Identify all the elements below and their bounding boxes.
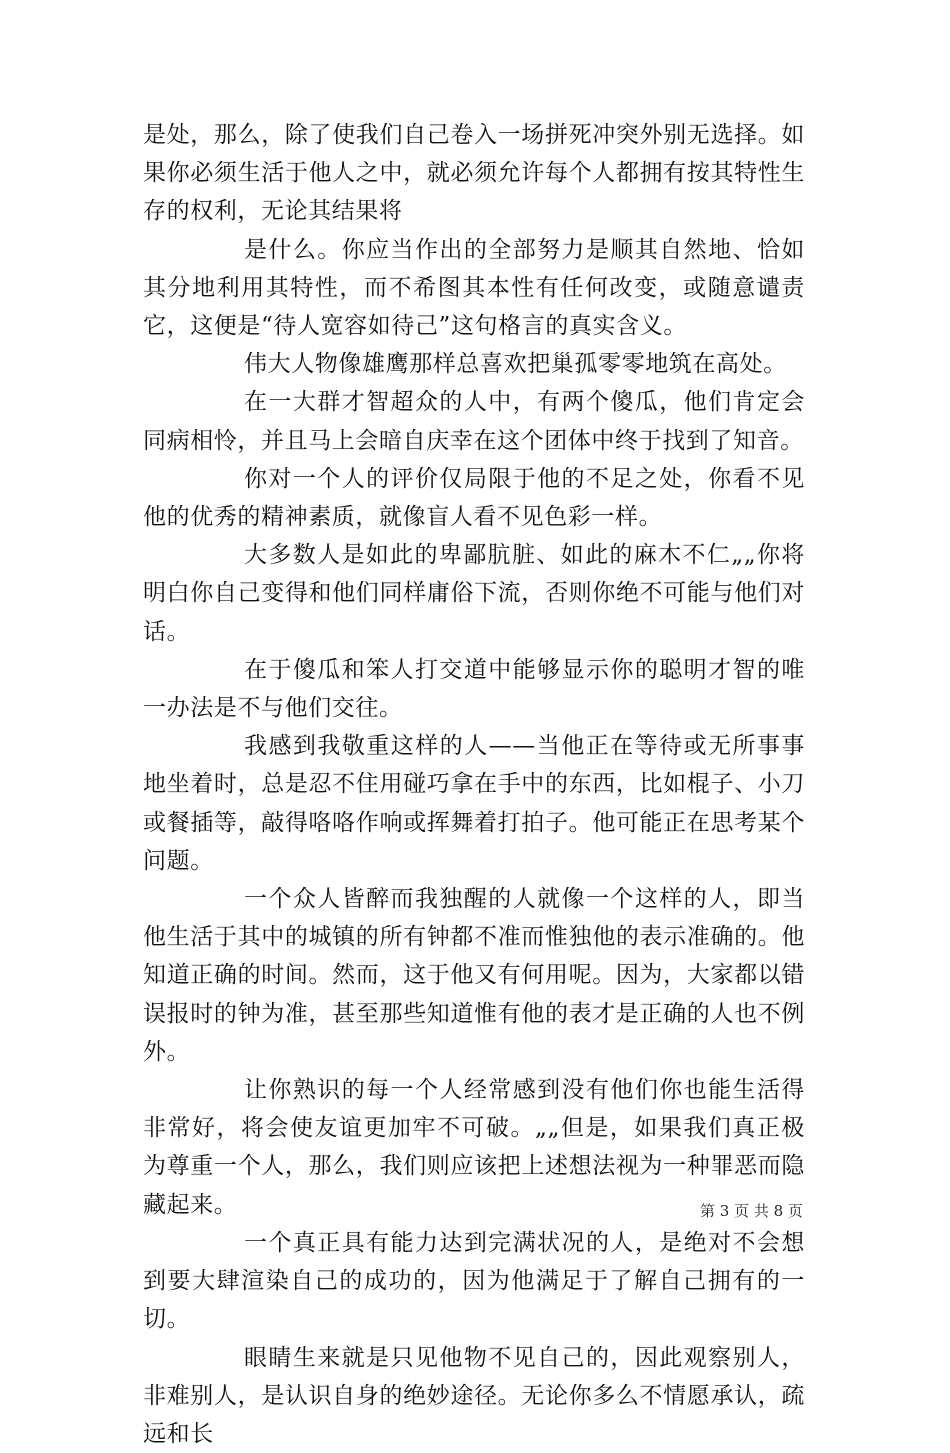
paragraph: 你对一个人的评价仅局限于他的不足之处，你看不见他的优秀的精神素质，就像盲人看不见色彩一样。 — [143, 460, 805, 536]
paragraph: 我感到我敬重这样的人——当他正在等待或无所事事地坐着时，总是忍不住用碰巧拿在手中的东西，比如棍子、小刀或餐插等，敲得咯咯作响或挥舞着打拍子。他可能正在思考某个问题。 — [143, 727, 805, 880]
paragraph: 一个众人皆醉而我独醒的人就像一个这样的人，即当他生活于其中的城镇的所有钟都不准而惟独他的表示准确的。他知道正确的时间。然而，这于他又有何用呢。因为，大家都以错误报时的钟为准，甚至那些知道惟有他的表才是正确的人也不例外。 — [143, 880, 805, 1071]
page-number-footer: 第 3 页 共 8 页 — [700, 1201, 810, 1221]
paragraph: 伟大人物像雄鹰那样总喜欢把巢孤零零地筑在高处。 — [143, 345, 805, 383]
paragraph: 在一大群才智超众的人中，有两个傻瓜，他们肯定会同病相怜，并且马上会暗自庆幸在这个团体中终于找到了知音。 — [143, 383, 805, 459]
paragraph: 是什么。你应当作出的全部努力是顺其自然地、恰如其分地利用其特性，而不希图其本性有任何改变，或随意谴责它，这便是“待人宽容如待己”这句格言的真实含义。 — [143, 231, 805, 346]
paragraph: 是处，那么，除了使我们自己卷入一场拼死冲突外别无选择。如果你必须生活于他人之中，就必须允许每个人都拥有按其特性生存的权利，无论其结果将 — [143, 116, 805, 231]
paragraph: 眼睛生来就是只见他物不见自己的，因此观察别人，非难别人，是认识自身的绝妙途径。无论你多么不情愿承认，疏远和长 — [143, 1339, 805, 1453]
paragraph: 一个真正具有能力达到完满状况的人，是绝对不会想到要大肆渲染自己的成功的，因为他满足于了解自己拥有的一切。 — [143, 1224, 805, 1339]
paragraph: 在于傻瓜和笨人打交道中能够显示你的聪明才智的唯一办法是不与他们交往。 — [143, 651, 805, 727]
document-body — [143, 116, 805, 1453]
paragraph: 让你熟识的每一个人经常感到没有他们你也能生活得非常好，将会使友谊更加牢不可破。„„但是，如果我们真正极为尊重一个人，那么，我们则应该把上述想法视为一种罪恶而隐藏起来。 — [143, 1071, 805, 1224]
paragraph: 大多数人是如此的卑鄙肮脏、如此的麻木不仁„„你将明白你自己变得和他们同样庸俗下流，否则你绝不可能与他们对话。 — [143, 536, 805, 651]
